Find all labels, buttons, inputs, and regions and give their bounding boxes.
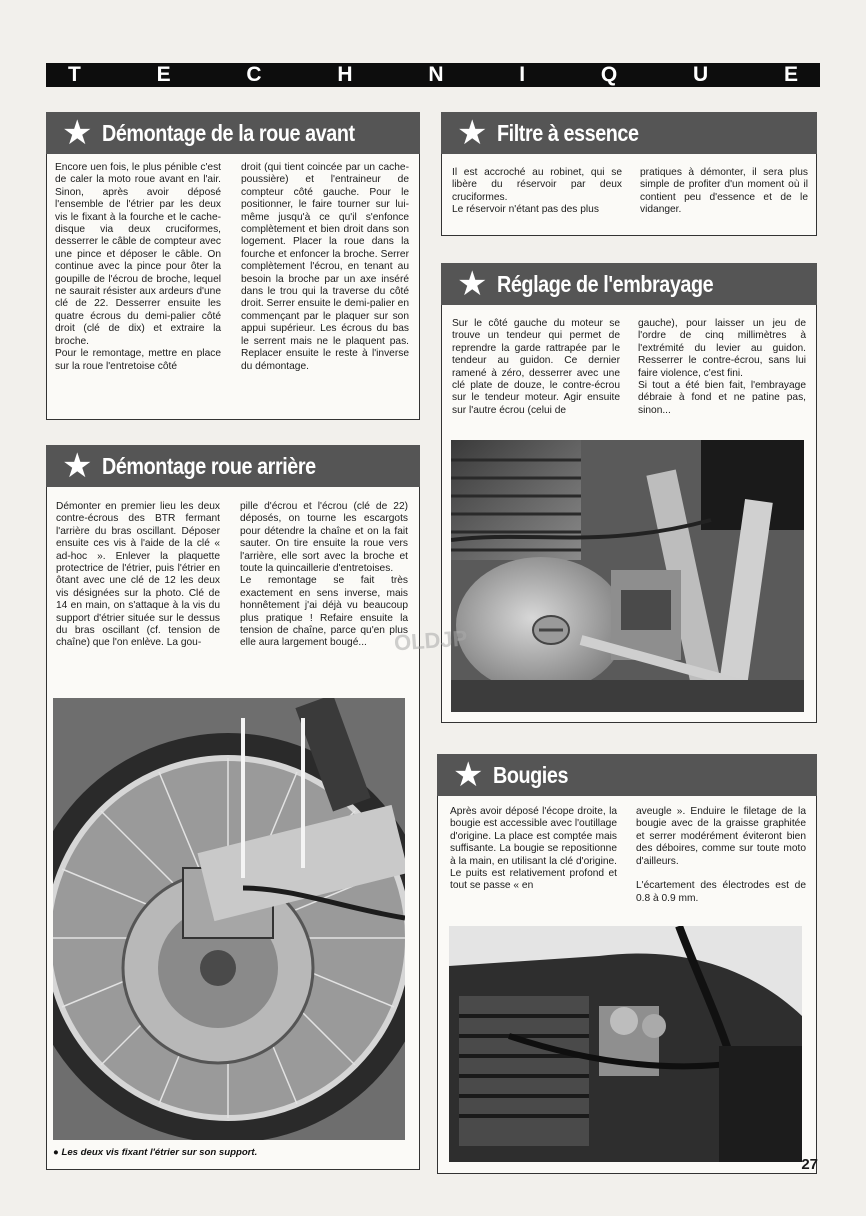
- banner-letter: Q: [600, 63, 618, 86]
- star-icon: ★: [457, 264, 488, 304]
- watermark: OLDJP: [393, 625, 469, 656]
- rear-wheel-image: [53, 698, 405, 1140]
- filtre-title: Filtre à essence: [497, 119, 640, 146]
- technique-banner: [46, 63, 820, 87]
- page-number: 27: [801, 1156, 818, 1173]
- bullet-icon: ●: [53, 1147, 59, 1158]
- banner-letter: U: [693, 63, 709, 86]
- caption-text: Les deux vis fixant l'étrier sur son support.: [61, 1147, 258, 1158]
- rear-wheel-photo: [53, 698, 405, 1140]
- star-icon: ★: [457, 113, 488, 153]
- roue-avant-header: [46, 112, 420, 154]
- filtre-header: [441, 112, 817, 154]
- bougies-col2: aveugle ». Enduire le filetage de la bougie avec de la graisse graphitée et serrer modérément éviteront bien des déboires, comme sur toute moto d'ailleurs. L'écartement des électrodes est de 0.8 à 0.9 mm.: [636, 806, 806, 904]
- spark-plug-photo: [449, 926, 802, 1162]
- rear-wheel-caption: [53, 1147, 257, 1158]
- roue-arriere-title: Démontage roue arrière: [102, 452, 317, 479]
- banner-letter: T: [68, 63, 81, 86]
- roue-arriere-col1: Démonter en premier lieu les deux contre-écrous des BTR fermant l'arrière du bras oscillant. Déposer ensuite ces vis à l'aide de la clé « ad-hoc ». Enlever la plaquette protectrice de l'étrier, puis l'étrier en ôtant avec une clé de 12 les deux vis désignées sur la photo. Clé de 14 en main, on s'attaque à la vis du support d'étrier située sur le dessus du bras oscillant (cf. tension de chaîne) que l'on enlève. La gou-: [56, 501, 220, 649]
- banner-letter: E: [156, 63, 171, 86]
- banner-letter: H: [337, 63, 353, 86]
- filtre-col1: Il est accroché au robinet, qui se libère du réservoir par deux cruciformes. Le réservoir n'étant pas des plus: [452, 167, 622, 216]
- bougies-header: [437, 754, 817, 796]
- embrayage-header: [441, 263, 817, 305]
- spark-plug-image: [449, 926, 802, 1162]
- engine-clutch-image: [451, 440, 804, 712]
- engine-clutch-photo: [451, 440, 804, 712]
- embrayage-col1: Sur le côté gauche du moteur se trouve un tendeur qui permet de reprendre la garde rattrapée par le tendeur au guidon. Ce dernier ramené à zéro, desserrer avec une clé plate de douze, le contre-écrou sur le tendeur moteur. Agir ensuite sur l'autre écrou (celui de: [452, 318, 620, 416]
- roue-avant-col2: droit (qui tient coincée par un cache-poussière) et l'entraineur de compteur côté gauche. Pour le positionner, le faire tourner sur lui-même jusqu'à ce qu'il s'enfonce complètement et bien droit dans son logement. Placer la roue dans la fourche et enfoncer la broche. Serrer complètement l'écrou, en tenant au besoin la broche par un axe inséré dans le trou qui la traverse du côté droit. Serrer ensuite le demi-palier en commençant par le plaquer sur son appui supérieur. Les écrous du bas le serrent mais ne le plaquent pas. Replacer ensuite le reste à l'inverse du démontage.: [241, 162, 409, 372]
- roue-avant-col1: Encore uen fois, le plus pénible c'est de caler la moto roue avant en l'air. Sinon, après avoir déposé l'ensemble de l'étrier par les deux vis le fixant à la fourche et le cache-disque via deux cruciformes, desserrer le câble de compteur avec une pince et déposer le câble. On continue avec la pince pour ôter la goupille de l'écrou de broche, lequel ne saurait résister aux ardeurs d'une clé de 22. Desserrer ensuite les quatre écrous du demi-palier côté droit (clé de dix) et extraire la broche. Pour le remontage, mettre en place sur la roue l'entretoise côté: [55, 162, 221, 372]
- embrayage-title: Réglage de l'embrayage: [497, 270, 714, 297]
- banner-letter: I: [519, 63, 526, 86]
- roue-arriere-header: [46, 445, 420, 487]
- roue-avant-title: Démontage de la roue avant: [102, 119, 356, 146]
- banner-letter: N: [428, 63, 444, 86]
- star-icon: ★: [453, 755, 484, 795]
- banner-letter: E: [783, 63, 798, 86]
- star-icon: ★: [62, 446, 93, 486]
- embrayage-col2: gauche), pour laisser un jeu de l'ordre de cinq millimètres à l'extrémité du levier au guidon. Resserrer le contre-écrou, sans lui faire violence, c'est fini. Si tout a été bien fait, l'embrayage débraie à fond et ne patine pas, sinon...: [638, 318, 806, 416]
- filtre-col2: pratiques à démonter, il sera plus simple de profiter d'un moment où il contient peu d'essence et de le vidanger.: [640, 167, 808, 216]
- bougies-col1: Après avoir déposé l'écope droite, la bougie est accessible avec l'outillage d'origine. La place est comptée mais suffisante. La bougie se repositionne à la main, en utilisant la clé d'origine. Le puits est relativement profond et tout se passe « en: [450, 806, 617, 892]
- bougies-title: Bougies: [493, 761, 569, 788]
- roue-arriere-col2: pille d'écrou et l'écrou (clé de 22) déposés, on tourne les escargots pour détendre la chaîne et on la fait sauter. On tire ensuite la roue vers l'arrière, elle sort avec la broche et toute la quincaillerie d'entretoises. Le remontage se fait très exactement en sens inverse, mais honnêtement j'ai déjà vu beaucoup plus pratique ! Refaire ensuite la tension de chaîne, parce qu'en plus elle aura largement bougé...: [240, 501, 408, 649]
- star-icon: ★: [62, 113, 93, 153]
- banner-letter: C: [246, 63, 262, 86]
